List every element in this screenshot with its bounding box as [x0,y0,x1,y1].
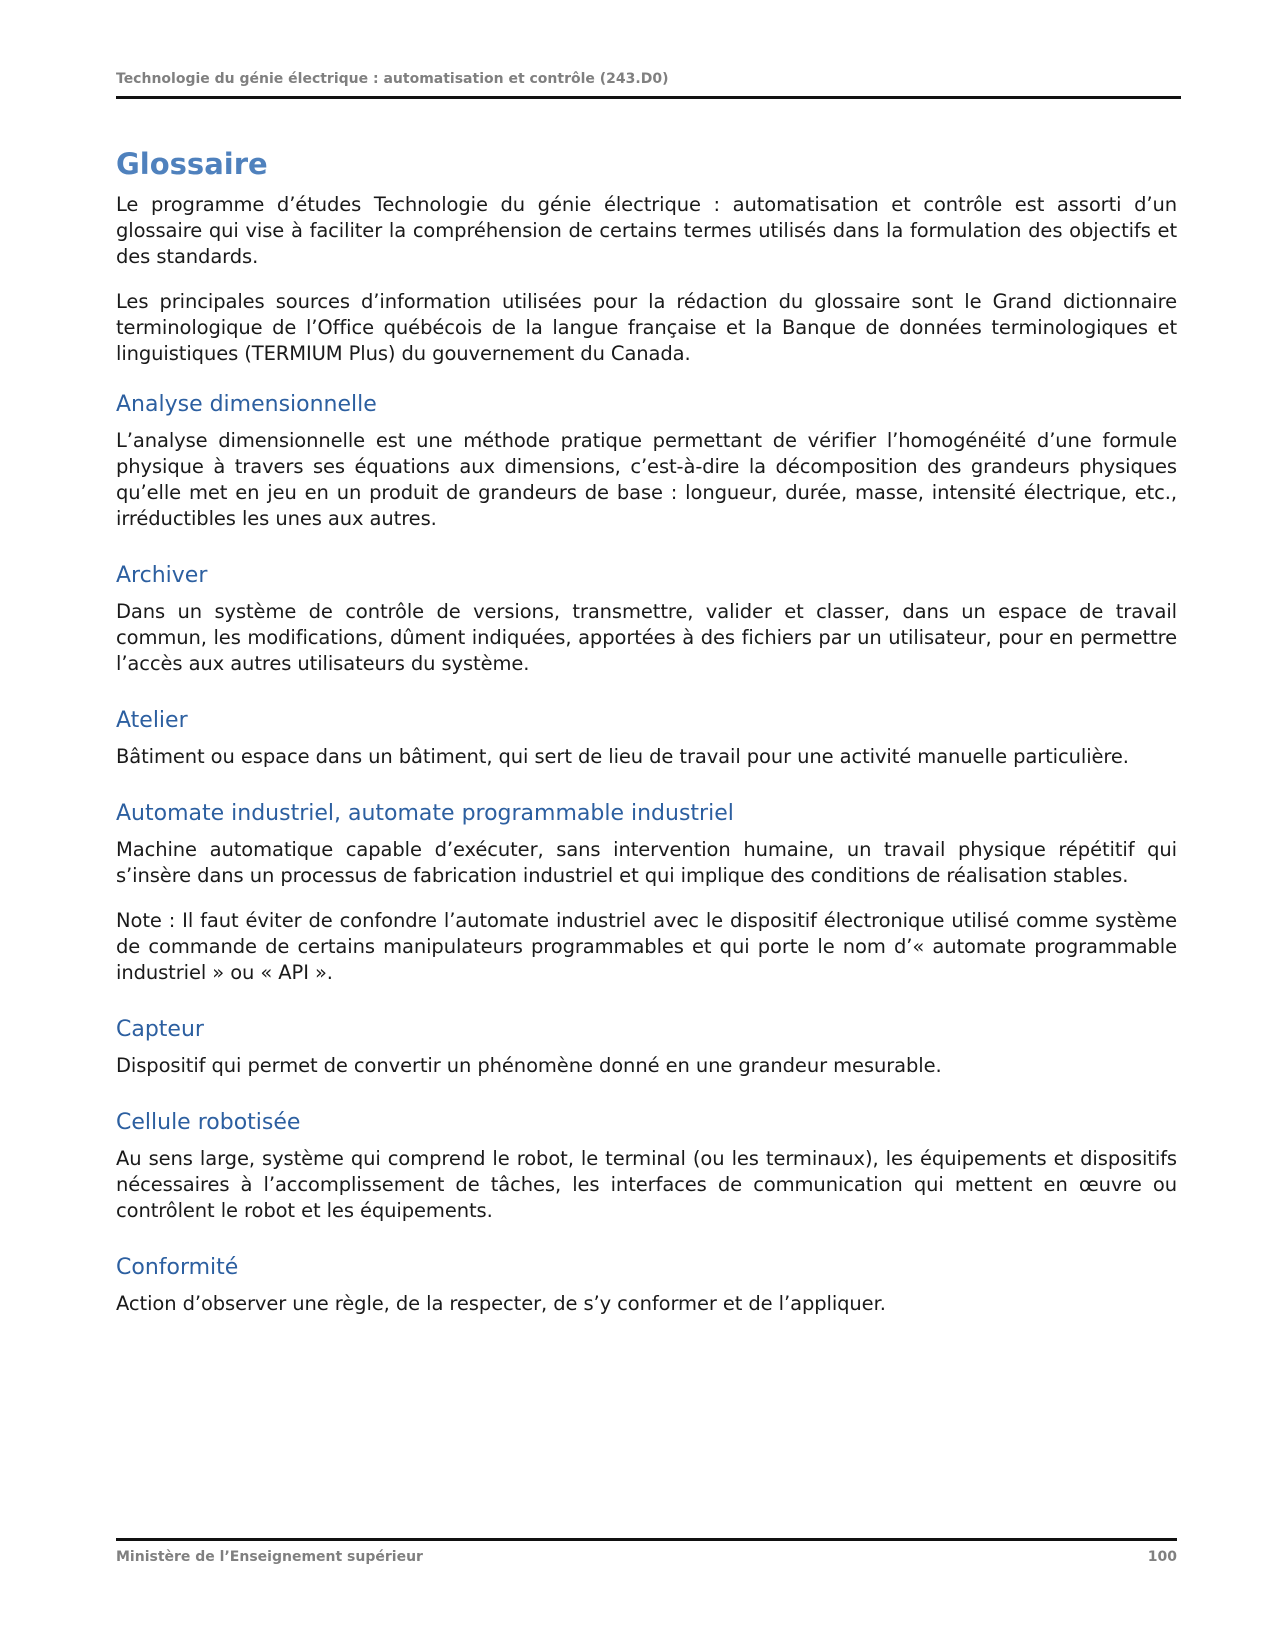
glossary-definition: Action d’observer une règle, de la respecter, de s’y conformer et de l’appliquer. [116,1292,886,1315]
page-header [116,70,1181,99]
page-title: Glossaire [116,147,268,181]
running-header-title: Technologie du génie électrique : automatisation et contrôle (243.D0) [116,71,669,87]
footer-ministry: Ministère de l’Enseignement supérieur [116,1549,423,1565]
glossary-entry [116,1109,1177,1224]
glossary-definition: Dans un système de contrôle de versions, transmettre, valider et classer, dans un espace de travail commun, les modifications, dûment indiquées, apportées à des fichiers par un utilisateur, pour en permettre l’accès aux autres utilisateurs du système. [116,600,1177,675]
glossary-entry [116,1254,1177,1317]
glossary-term: Cellule robotisée [116,1110,301,1135]
glossary-entry [116,562,1177,677]
intro-paragraph: Les principales sources d’information utilisées pour la rédaction du glossaire sont le Grand dictionnaire terminologique de l’Office québécois de la langue française et la Banque de données terminologiques et linguistiques (TERMIUM Plus) du gouvernement du Canada. [116,290,1177,365]
intro-paragraph: Le programme d’études Technologie du génie électrique : automatisation et contrôle est assorti d’un glossaire qui vise à faciliter la compréhension de certains termes utilisés dans la formulation des objectifs et des standards. [116,193,1177,268]
glossary-term: Atelier [116,708,188,733]
page-footer [116,1538,1177,1566]
glossary-term: Capteur [116,1017,204,1042]
glossary-definition: Machine automatique capable d’exécuter, sans intervention humaine, un travail physique répétitif qui s’insère dans un processus de fabrication industriel et qui implique des conditions de réalisation stables. [116,838,1177,887]
glossary-term: Automate industriel, automate programmable industriel [116,801,734,826]
glossary-entry [116,800,1177,986]
glossary-definition: Dispositif qui permet de convertir un phénomène donné en une grandeur mesurable. [116,1054,942,1077]
glossary-entry [116,707,1177,770]
glossary-term: Conformité [116,1255,239,1280]
glossary-entry [116,1016,1177,1079]
page-number: 100 [1147,1549,1177,1565]
glossary-note: Note : Il faut éviter de confondre l’automate industriel avec le dispositif électronique utilisé comme système de commande de certains manipulateurs programmables et qui porte le nom d’« automate programmable industriel » ou « API ». [116,909,1177,984]
glossary-definition: L’analyse dimensionnelle est une méthode pratique permettant de vérifier l’homogénéité d’une formule physique à travers ses équations aux dimensions, c’est-à-dire la décomposition des grandeurs physiques qu’elle met en jeu en un produit de grandeurs de base : longueur, durée, masse, intensité électrique, etc., irréductibles les unes aux autres. [116,429,1177,530]
glossary-term: Archiver [116,563,208,588]
glossary-definition: Bâtiment ou espace dans un bâtiment, qui sert de lieu de travail pour une activité manuelle particulière. [116,745,1129,768]
document-body [116,146,1177,1317]
glossary-entry [116,391,1177,532]
glossary-definition: Au sens large, système qui comprend le robot, le terminal (ou les terminaux), les équipements et dispositifs nécessaires à l’accomplissement de tâches, les interfaces de communication qui mettent en œuvre ou contrôlent le robot et les équipements. [116,1147,1177,1222]
glossary-term: Analyse dimensionnelle [116,392,377,417]
